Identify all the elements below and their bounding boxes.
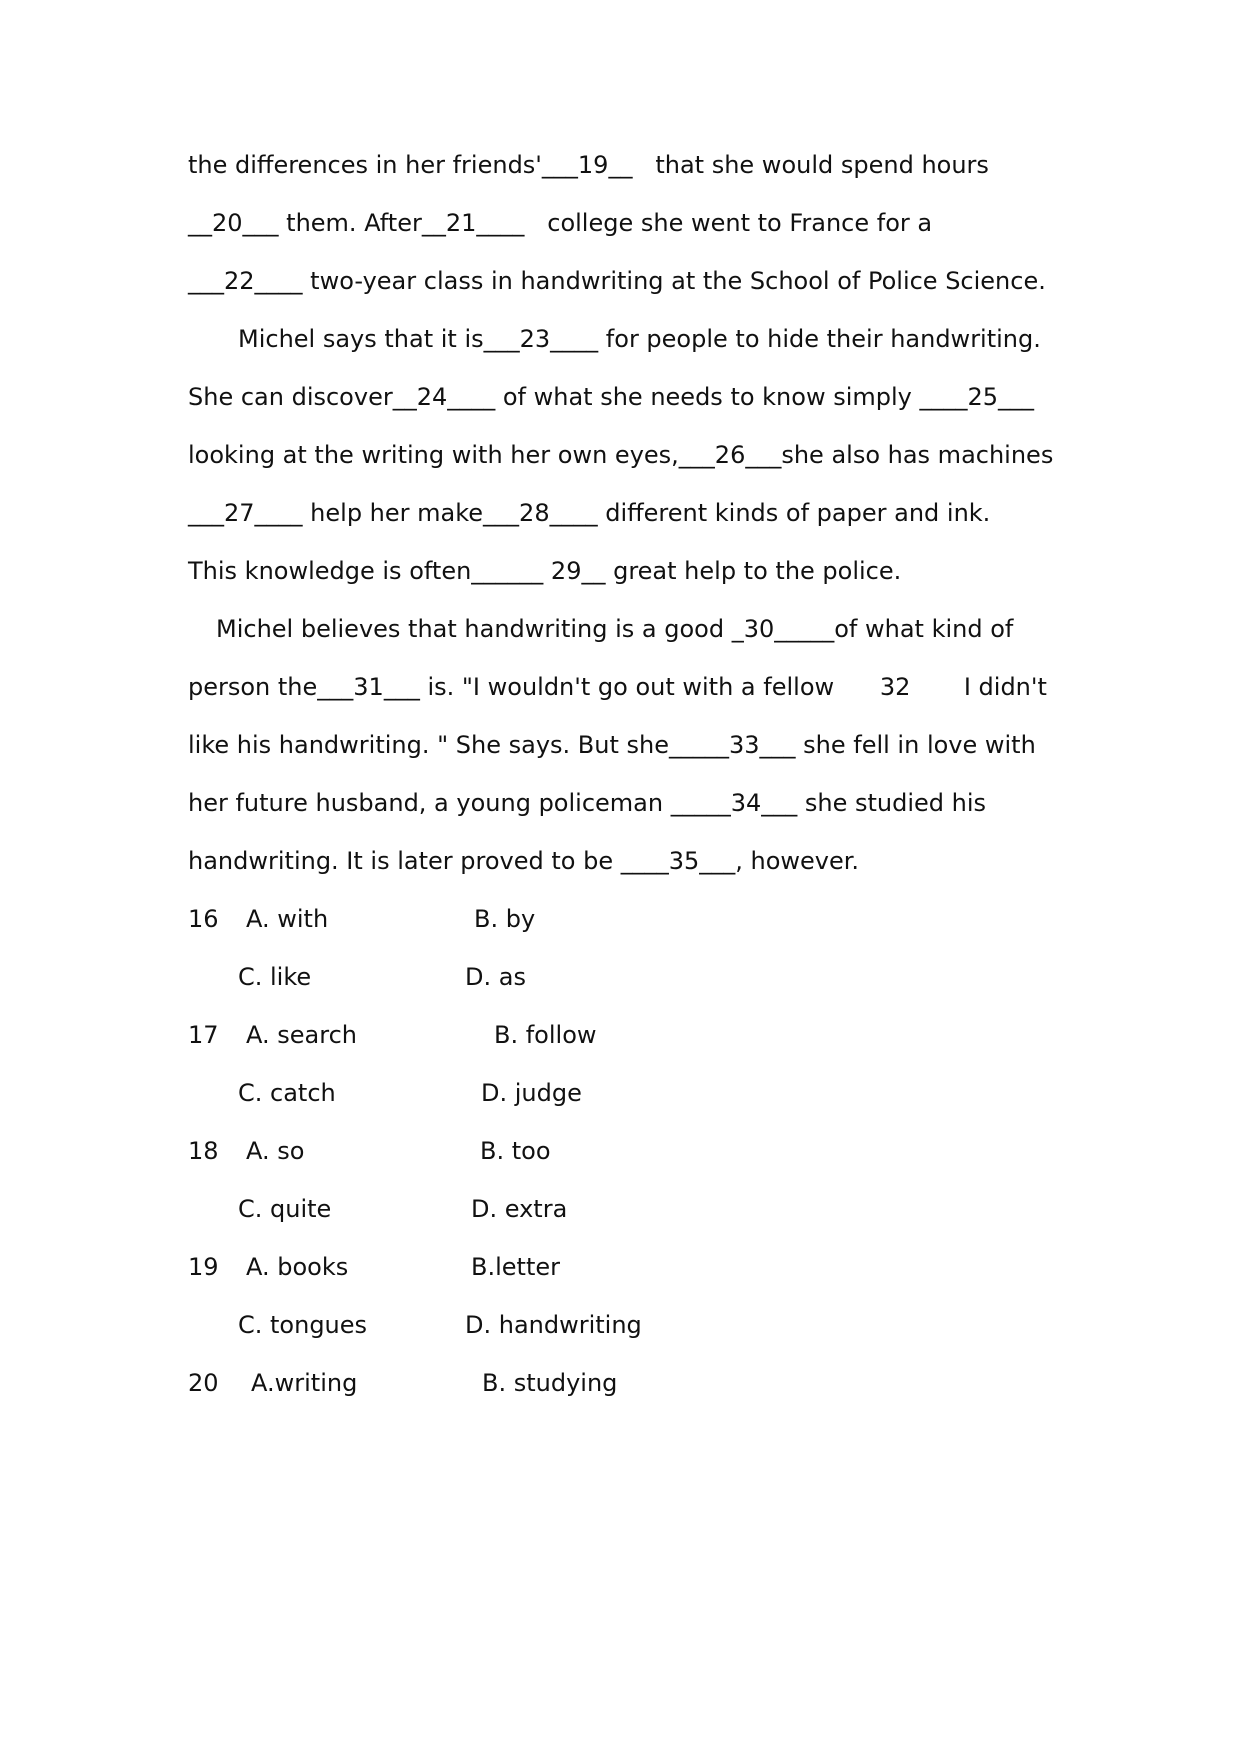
option-d: D. as <box>465 963 526 991</box>
option-c: C. like <box>238 963 312 991</box>
option-c: C. catch <box>238 1079 336 1107</box>
option-b: B. studying <box>482 1369 618 1397</box>
passage-line: __20___ them. After__21____ college she went to France for a <box>188 209 933 237</box>
passage-line: looking at the writing with her own eyes,___26___she also has machines <box>188 441 1054 469</box>
passage-line: her future husband, a young policeman _____34___ she studied his <box>188 789 987 817</box>
option-a: A. books <box>246 1253 349 1281</box>
option-c: C. tongues <box>238 1311 368 1339</box>
option-b: B. by <box>474 905 536 933</box>
question-number: 17 <box>188 1021 219 1049</box>
option-b: B. follow <box>494 1021 597 1049</box>
option-b: B. too <box>480 1137 551 1165</box>
passage-line: Michel believes that handwriting is a good _30_____of what kind of <box>216 615 1014 643</box>
passage-line: She can discover__24____ of what she needs to know simply ____25___ <box>188 383 1035 411</box>
option-d: D. judge <box>481 1079 582 1107</box>
question-number: 18 <box>188 1137 219 1165</box>
passage-line: This knowledge is often______ 29__ great help to the police. <box>188 557 902 585</box>
option-a: A. with <box>246 905 329 933</box>
passage-line: handwriting. It is later proved to be ____35___, however. <box>188 847 860 875</box>
option-a: A.writing <box>251 1369 358 1397</box>
question-number: 20 <box>188 1369 219 1397</box>
question-number: 19 <box>188 1253 219 1281</box>
question-number: 16 <box>188 905 219 933</box>
option-d: D. handwriting <box>465 1311 642 1339</box>
passage-line: the differences in her friends'___19__ that she would spend hours <box>188 151 989 179</box>
passage-line: ___27____ help her make___28____ different kinds of paper and ink. <box>188 499 991 527</box>
passage-line: like his handwriting. " She says. But she_____33___ she fell in love with <box>188 731 1036 759</box>
option-d: D. extra <box>471 1195 568 1223</box>
option-a: A. search <box>246 1021 357 1049</box>
option-b: B.letter <box>471 1253 560 1281</box>
passage-line: Michel says that it is___23____ for people to hide their handwriting. <box>238 325 1041 353</box>
passage-line: ___22____ two-year class in handwriting at the School of Police Science. <box>188 267 1046 295</box>
option-a: A. so <box>246 1137 305 1165</box>
passage-line: person the___31___ is. "I wouldn't go out with a fellow 32 I didn't <box>188 673 1047 701</box>
option-c: C. quite <box>238 1195 332 1223</box>
